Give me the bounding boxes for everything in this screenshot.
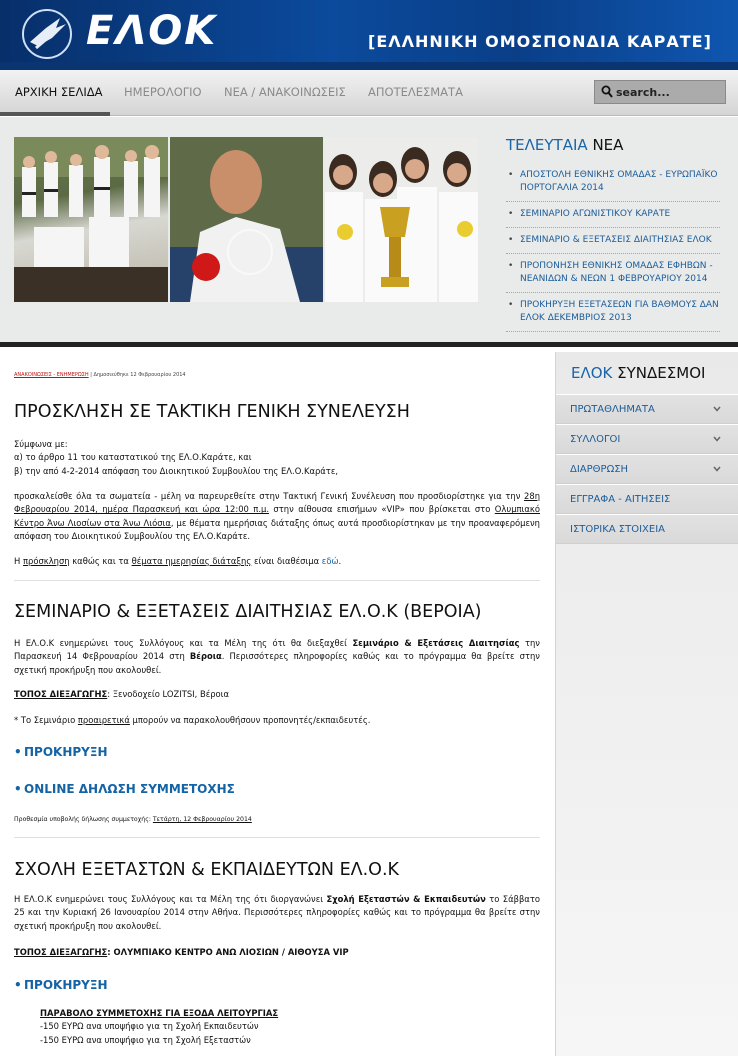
paragraph-text: . Περισσότερες πληροφορίες καθώς και το πρόγραμμα θα βρείτε στην σχετική προκήρυξη που ακολουθεί. — [14, 651, 540, 675]
article-title[interactable]: ΠΡΟΣΚΛΗΣΗ ΣΕ ΤΑΚΤΙΚΗ ΓΕΝΙΚΗ ΣΥΝΕΛΕΥΣΗ — [14, 402, 410, 422]
karate-logo-icon[interactable] — [16, 6, 78, 62]
article-paragraph — [14, 490, 540, 543]
paragraph-text: είναι διαθέσιμα — [251, 556, 322, 566]
article-paragraph — [14, 893, 540, 933]
sidebar-links — [556, 394, 738, 544]
breadcrumb-category-link[interactable]: ΑΝΑΚΟΙΝΩΣΕΙΣ - ΕΝΗΜΕΡΩΣΗ — [14, 372, 89, 378]
city-name: Βέροια — [189, 651, 222, 662]
article-paragraph — [14, 555, 540, 568]
intro-text: Σύμφωνα με: — [14, 439, 68, 449]
venue-label: ΤΟΠΟΣ ΔΙΕΞΑΓΩΓΗΣ — [14, 947, 108, 957]
fee-line: -150 ΕΥΡΩ ανα υποψήφιο για τη Σχολή Εκπαιδευτών — [40, 1021, 259, 1032]
deadline-label: Προθεσμία υποβολής δήλωσης συμμετοχής: — [14, 816, 153, 823]
sidebar-item-label: ΙΣΤΟΡΙΚΑ ΣΤΟΙΧΕΙΑ — [570, 524, 666, 535]
note-text: * Το Σεμινάριο — [14, 715, 78, 725]
main-content — [0, 352, 554, 1056]
paragraph-text: την Παρασκευή 14 Φεβρουαρίου 2014 στη — [14, 638, 540, 662]
paragraph-text: Η ΕΛ.Ο.Κ ενημερώνει τους Συλλόγους και τα Μέλη της ότι θα διεξαχθεί — [14, 638, 353, 648]
here-link[interactable]: εδώ — [321, 556, 339, 566]
announcement-link[interactable]: • ΠΡΟΚΗΡΥΞΗ — [24, 745, 108, 759]
nav-active-indicator — [0, 112, 110, 116]
article-text — [14, 438, 540, 478]
paragraph-text: Η — [14, 556, 23, 566]
note-text: μπορούν να παρακολουθήσουν προπονητές/εκπαιδευτές. — [129, 715, 371, 725]
seminar-name: Σεμινάριο & Εξετάσεις Διαιτησίας — [352, 638, 520, 648]
latest-news-item[interactable]: • ΠΡΟΚΗΡΥΞΗ ΕΞΕΤΑΣΕΩΝ ΓΙΑ ΒΑΘΜΟΥΣ ΔΑΝ ΕΛΟΚ ΔΕΚΕΜΒΡΙΟΣ 2013 — [506, 293, 720, 332]
venue-label: ΤΟΠΟΣ ΔΙΕΞΑΓΩΓΗΣ — [14, 689, 108, 699]
article-title[interactable]: ΣΕΜΙΝΑΡΙΟ & ΕΞΕΤΑΣΕΙΣ ΔΙΑΙΤΗΣΙΑΣ ΕΛ.Ο.Κ (ΒΕΡΟΙΑ) — [14, 602, 482, 622]
sidebar — [555, 352, 738, 1056]
latest-news-item[interactable]: • ΣΕΜΙΝΑΡΙΟ & ΕΞΕΤΑΣΕΙΣ ΔΙΑΙΤΗΣΙΑΣ ΕΛΟΚ — [506, 228, 720, 254]
breadcrumb-date: | Δημοσιεύθηκε 12 Φεβρουαρίου 2014 — [88, 372, 186, 378]
venue-value: : Ξενοδοχείο LOZITSI, Βέροια — [107, 689, 230, 699]
deadline-date: Τετάρτη, 12 Φεβρουαρίου 2014 — [152, 816, 252, 823]
fee-block — [40, 1007, 520, 1047]
paragraph-text: . — [338, 556, 342, 566]
medalists-photo[interactable] — [325, 137, 478, 302]
paragraph-text: το Σάββατο 25 και την Κυριακή 26 Ιανουαρίου 2014 στην Αθήνα. Περισσότερες πληροφορίες καθώς και το πρόγραμμα θα βρείτε στην σχετική προκήρυξη που ακολουθεί. — [14, 894, 540, 931]
sidebar-title-a: ΕΛΟΚ — [571, 364, 613, 382]
sidebar-item-label: ΠΡΩΤΑΘΛΗΜΑΤΑ — [570, 404, 655, 415]
paragraph-text: Η ΕΛ.Ο.Κ ενημερώνει τους Συλλόγους και τα Μέλη της ότι διοργανώνει — [14, 894, 327, 904]
search-input[interactable] — [594, 80, 726, 104]
breadcrumb — [14, 372, 186, 378]
latest-news-item[interactable]: • ΣΕΜΙΝΑΡΙΟ ΑΓΩΝΙΣΤΙΚΟΥ ΚΑΡΑΤΕ — [506, 202, 720, 228]
online-registration-link[interactable]: • ONLINE ΔΗΛΩΣΗ ΣΥΜΜΕΤΟΧΗΣ — [24, 782, 235, 796]
clause-b: β) την από 4-2-2014 απόφαση του Διοικητικού Συμβουλίου της ΕΛ.Ο.Καράτε, — [14, 465, 339, 476]
chevron-down-icon[interactable] — [713, 466, 721, 472]
search-placeholder: search... — [616, 86, 670, 99]
chevron-down-icon[interactable] — [713, 436, 721, 442]
latest-news-list — [506, 163, 720, 332]
latest-title-a: ΤΕΛΕΥΤΑΙΑ — [506, 136, 588, 154]
divider — [14, 580, 540, 581]
paragraph-text: στην αίθουσα επισήμων «VIP» που βρίσκεται στο — [268, 504, 495, 515]
latest-news-title — [506, 136, 623, 154]
venue-line — [14, 688, 540, 701]
latest-news-item[interactable]: • ΠΡΟΠΟΝΗΣΗ ΕΘΝΙΚΗΣ ΟΜΑΔΑΣ ΕΦΗΒΩΝ - ΝΕΑΝΙΔΩΝ & ΝΕΩΝ 1 ΦΕΒΡΟΥΑΡΙΟΥ 2014 — [506, 254, 720, 293]
venue-line — [14, 946, 540, 959]
paragraph-text: καθώς και τα — [69, 556, 132, 566]
announcement-link[interactable]: • ΠΡΟΚΗΡΥΞΗ — [24, 978, 108, 992]
sidebar-item-label: ΔΙΑΡΘΡΩΣΗ — [570, 464, 629, 475]
karateka-photo[interactable] — [170, 137, 323, 302]
paragraph-text: προσκαλείσθε όλα τα σωματεία - μέλη να παρευρεθείτε στην Τακτική Γενική Συνέλευση που προσδιορίστηκε για την — [14, 491, 525, 501]
note-optional: προαιρετικά — [77, 715, 130, 725]
logo-text[interactable]: ΕΛΟΚ — [86, 8, 218, 54]
sidebar-item-championships[interactable] — [556, 394, 738, 424]
invitation-link[interactable]: πρόσκληση — [22, 556, 70, 566]
article-paragraph — [14, 637, 540, 677]
sidebar-item-clubs[interactable] — [556, 424, 738, 454]
clause-a: α) το άρθρο 11 του καταστατικού της ΕΛ.Ο.Καράτε, και — [14, 452, 252, 463]
meeting-date: 28η Φεβρουαρίου 2014, ημέρα Παρασκευή και ώρα 12:00 π.μ. — [14, 491, 540, 515]
fee-line: -150 ΕΥΡΩ ανα υποψήφιο για τη Σχολή Εξεταστών — [40, 1034, 251, 1045]
chevron-down-icon[interactable] — [713, 406, 721, 412]
site-header — [0, 0, 738, 70]
latest-title-b: ΝΕΑ — [592, 136, 624, 154]
sidebar-item-label: ΣΥΛΛΟΓΟΙ — [570, 434, 621, 445]
header-stripe — [0, 62, 738, 70]
agenda-link[interactable]: θέματα ημερησίας διάταξης — [131, 556, 252, 566]
school-name: Σχολή Εξεταστών & Εκπαιδευτών — [326, 894, 486, 904]
nav-calendar[interactable]: ΗΜΕΡΟΛΟΓΙΟ — [124, 85, 202, 99]
sidebar-item-history[interactable] — [556, 514, 738, 544]
deadline-line — [14, 816, 252, 823]
sidebar-item-structure[interactable] — [556, 454, 738, 484]
karate-kids-photo[interactable] — [14, 137, 168, 302]
nav-results[interactable]: ΑΠΟΤΕΛΕΣΜΑΤΑ — [368, 85, 463, 99]
search-icon — [601, 85, 613, 99]
venue-value: : ΟΛΥΜΠΙΑΚΟ ΚΕΝΤΡΟ ΑΝΩ ΛΙΟΣΙΩΝ / ΑΙΘΟΥΣΑ VIP — [107, 947, 349, 957]
divider — [14, 837, 540, 838]
fee-title: ΠΑΡΑΒΟΛΟ ΣΥΜΜΕΤΟΧΗΣ ΓΙΑ ΕΞΟΔΑ ΛΕΙΤΟΥΡΓΙΑΣ — [40, 1008, 279, 1018]
sidebar-item-label: ΕΓΓΡΑΦΑ - ΑΙΤΗΣΕΙΣ — [570, 494, 671, 505]
paragraph-text: , με θέματα ημερήσιας διάταξης όπως αυτά προσδιορίστηκαν με την προαναφερόμενη απόφαση του Διοικητικού Συμβουλίου της ΕΛ.Ο.Καράτε. — [14, 517, 540, 541]
sidebar-item-documents[interactable] — [556, 484, 738, 514]
article-title[interactable]: ΣΧΟΛΗ ΕΞΕΤΑΣΤΩΝ & ΕΚΠΑΙΔΕΥΤΩΝ ΕΛ.Ο.Κ — [14, 860, 399, 880]
latest-news-item[interactable]: • ΑΠΟΣΤΟΛΗ ΕΘΝΙΚΗΣ ΟΜΑΔΑΣ - ΕΥΡΩΠΑΪΚΟ ΠΟΡΤΟΓΑΛΙΑ 2014 — [506, 163, 720, 202]
nav-home[interactable]: ΑΡΧΙΚΗ ΣΕΛΙΔΑ — [15, 85, 103, 99]
note-line — [14, 714, 540, 727]
federation-title: [ΕΛΛΗΝΙΚΗ ΟΜΟΣΠΟΝΔΙΑ ΚΑΡΑΤΕ] — [368, 32, 712, 51]
sidebar-title — [571, 364, 705, 382]
sidebar-title-b: ΣΥΝΔΕΣΜΟΙ — [617, 364, 706, 382]
meeting-place: Ολυμπιακό Κέντρο Άνω Λιοσίων στα Άνω Λιόσια — [14, 504, 540, 528]
nav-news[interactable]: ΝΕΑ / ΑΝΑΚΟΙΝΩΣΕΙΣ — [224, 85, 346, 99]
